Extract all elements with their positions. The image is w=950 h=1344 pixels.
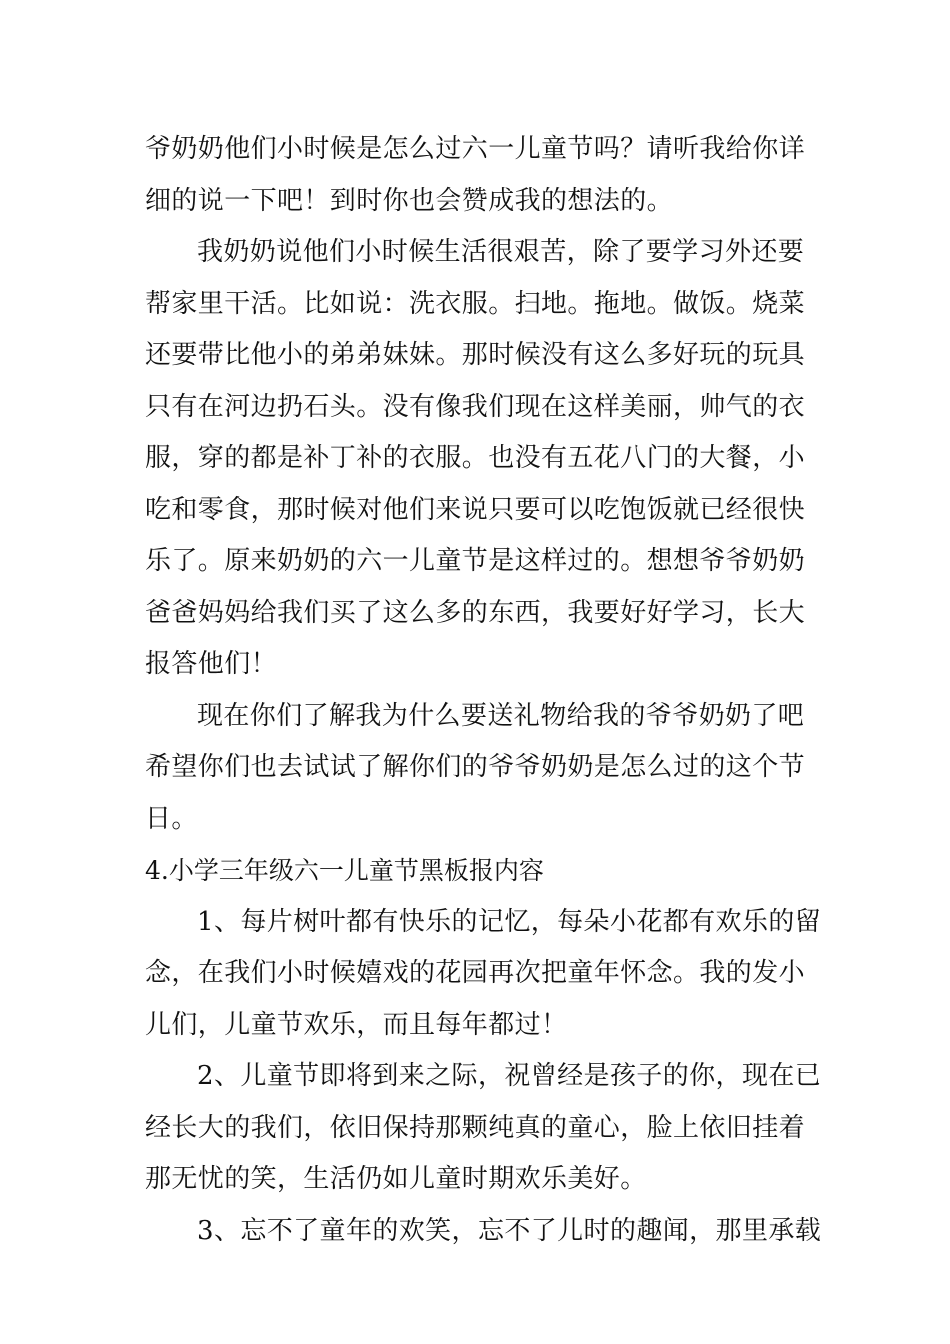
text-line: 还要带比他小的弟弟妹妹。那时候没有这么多好玩的玩具 bbox=[145, 340, 806, 370]
paragraph bbox=[145, 691, 810, 846]
heading-text: 4.小学三年级六一儿童节黑板报内容 bbox=[145, 856, 544, 885]
text-line: 只有在河边扔石头。没有像我们现在这样美丽，帅气的衣 bbox=[145, 391, 806, 422]
paragraph bbox=[145, 227, 810, 691]
text-line: 我奶奶说他们小时候生活很艰苦，除了要学习外还要 bbox=[197, 237, 805, 267]
text-line: 3、忘不了童年的欢笑，忘不了儿时的趣闻，那里承载 bbox=[197, 1215, 822, 1246]
text-line: 报答他们！ bbox=[145, 649, 278, 679]
text-line: 爷奶奶他们小时候是怎么过六一儿童节吗？请听我给你详 bbox=[145, 134, 806, 164]
text-line: 儿们，儿童节欢乐，而且每年都过！ bbox=[145, 1009, 568, 1040]
text-line: 经长大的我们，依旧保持那颗纯真的童心，脸上依旧挂着 bbox=[145, 1112, 806, 1143]
section-heading bbox=[145, 845, 810, 897]
paragraph bbox=[145, 1051, 822, 1206]
text-line: 帮家里干活。比如说：洗衣服。扫地。拖地。做饭。烧菜 bbox=[145, 288, 806, 319]
text-line: 乐了。原来奶奶的六一儿童节是这样过的。想想爷爷奶奶 bbox=[145, 546, 806, 576]
text-line: 希望你们也去试试了解你们的爷爷奶奶是怎么过的这个节 bbox=[145, 752, 806, 782]
text-line: 爸爸妈妈给我们买了这么多的东西，我要好好学习，长大 bbox=[145, 597, 806, 628]
text-line: 吃和零食，那时候对他们来说只要可以吃饱饭就已经很快 bbox=[145, 494, 806, 525]
text-line: 日。 bbox=[145, 803, 198, 834]
paragraph bbox=[145, 897, 822, 1052]
text-line: 2、儿童节即将到来之际，祝曾经是孩子的你，现在已 bbox=[197, 1061, 822, 1091]
document-page bbox=[145, 124, 822, 1257]
paragraph-continuation bbox=[145, 124, 810, 227]
text-line: 现在你们了解我为什么要送礼物给我的爷爷奶奶了吧 bbox=[197, 700, 805, 731]
text-line: 1、每片树叶都有快乐的记忆，每朵小花都有欢乐的留 bbox=[197, 906, 822, 937]
paragraph bbox=[145, 1206, 822, 1258]
text-line: 服，穿的都是补丁补的衣服。也没有五花八门的大餐，小 bbox=[145, 443, 806, 473]
text-line: 念，在我们小时候嬉戏的花园再次把童年怀念。我的发小 bbox=[145, 958, 806, 988]
text-line: 细的说一下吧！到时你也会赞成我的想法的。 bbox=[145, 185, 674, 216]
text-line: 那无忧的笑，生活仍如儿童时期欢乐美好。 bbox=[145, 1164, 647, 1194]
